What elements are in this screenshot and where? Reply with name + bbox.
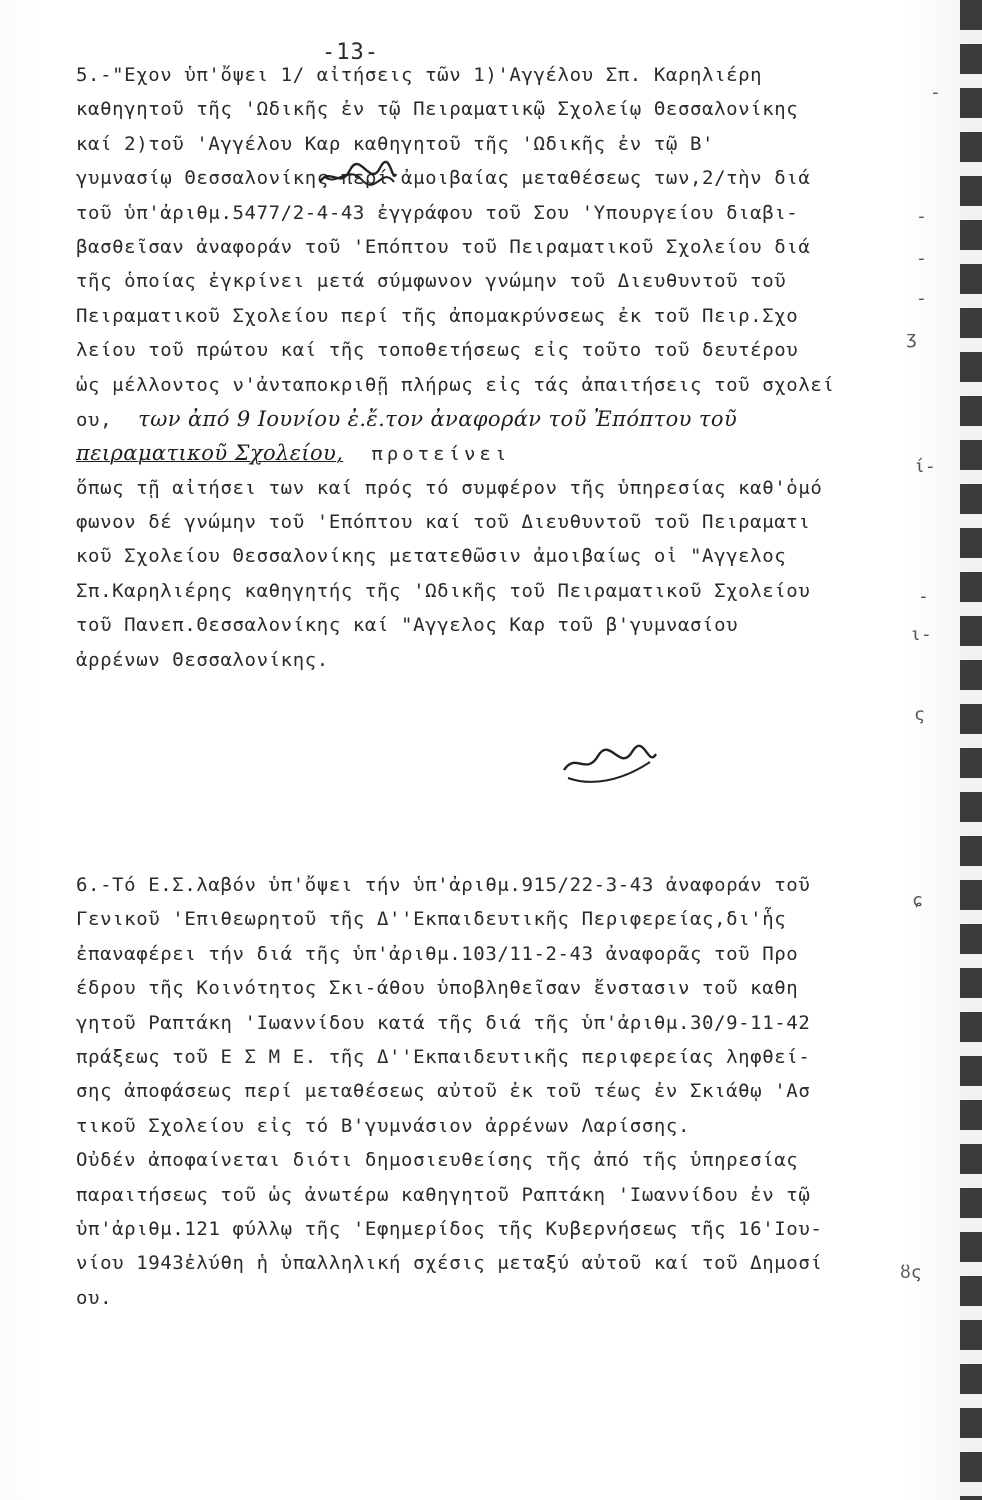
margin-mark: ɕ xyxy=(912,890,923,911)
text-fragment: ου, xyxy=(76,408,113,431)
binding-strip xyxy=(960,0,982,1500)
text-line: Γενικοῦ 'Επιθεωρητοῦ τῆς Δ''Εκπαιδευτικῆς Περιφερείας,δι'ἧς xyxy=(76,908,787,931)
text-line: ἐπαναφέρει τήν διά τῆς ὑπ'ἀριθμ.103/11-2-43 ἀναφορᾶς τοῦ Προ xyxy=(76,942,799,965)
text-line: ου. xyxy=(76,1286,113,1309)
margin-mark: ȣς xyxy=(900,1262,922,1283)
text-line: σης ἀποφάσεως περί μεταθέσεως αὐτοῦ ἐκ τοῦ τέως ἐν Σκιάθῳ 'Ασ xyxy=(76,1080,811,1103)
text-line-with-handwriting xyxy=(76,402,891,436)
text-line: τικοῦ Σχολείου εἰς τό Β'γυμνάσιον ἀρρένων Λαρίσσης. xyxy=(76,1114,690,1137)
text-line: ὅπως τῇ αἰτήσει των καί πρός τό συμφέρον τῆς ὑπηρεσίας καθ'ὁμό xyxy=(76,476,823,499)
text-line: Σπ.Καρηλιέρης καθηγητής τῆς 'Ωδικῆς τοῦ Πειραματικοῦ Σχολείου xyxy=(76,579,811,602)
margin-mark: - xyxy=(916,288,927,309)
page-number: -13- xyxy=(322,40,379,65)
text-line: Οὐδέν ἀποφαίνεται διότι δημοσιευθείσης τῆς ἀπό τῆς ὑπηρεσίας xyxy=(76,1149,799,1172)
proposes-word: προτείνει xyxy=(371,443,511,466)
text-line: καί 2)τοῦ 'Αγγέλου Καρ καθηγητοῦ τῆς 'Ωδικῆς ἐν τῷ Β' xyxy=(76,132,715,155)
margin-mark: ί- xyxy=(914,456,936,477)
margin-mark: - xyxy=(930,82,941,103)
section-5 xyxy=(76,58,891,677)
text-line: Πειραματικοῦ Σχολείου περί τῆς ἀπομακρύνσεως ἐκ τοῦ Πειρ.Σχο xyxy=(76,304,799,327)
text-line: τῆς ὁποίας ἐγκρίνει μετά σύμφωνον γνώμην τοῦ Διευθυντοῦ τοῦ xyxy=(76,270,787,293)
text-line: ἀρρένων Θεσσαλονίκης. xyxy=(76,648,329,671)
text-line: τοῦ Πανεπ.Θεσσαλονίκης καί "Αγγελος Καρ τοῦ β'γυμνασίου xyxy=(76,614,739,637)
margin-mark: ς xyxy=(914,704,925,725)
text-line: κοῦ Σχολείου Θεσσαλονίκης μετατεθῶσιν ἀμοιβαίως οἱ "Αγγελος xyxy=(76,545,787,568)
text-line: γυμνασίῳ Θεσσαλονίκης περί ἀμοιβαίας μεταθέσεως των,2/τὴν διά xyxy=(76,167,811,190)
text-line: 5.-"Εχον ὑπ'ὄψει 1/ αἰτήσεις τῶν 1)'Αγγέλου Σπ. Καρηλιέρη xyxy=(76,64,763,86)
text-line: τοῦ ὑπ'ἀριθμ.5477/2-4-43 ἐγγράφου τοῦ Σου 'Υπουργείου διαβι- xyxy=(76,201,799,224)
handwritten-insertion: των ἀπό 9 Ιουνίου ἐ.ἔ.τον ἀναφοράν τοῦ Ἐπόπτου τοῦ xyxy=(138,406,738,431)
text-line: γητοῦ Ραπτάκη 'Ιωαννίδου κατά τῆς διά τῆς ὑπ'ἀριθμ.30/9-11-42 xyxy=(76,1011,811,1034)
text-line: νίου 1943ἐλύθη ἡ ὑπαλληλική σχέσις μεταξύ αὐτοῦ καί τοῦ Δημοσί xyxy=(76,1252,823,1275)
text-line: λείου τοῦ πρώτου καί τῆς τοποθετήσεως εἰς τοῦτο τοῦ δευτέρου xyxy=(76,339,799,362)
text-line: ὡς μέλλοντος ν'ἀνταποκριθῇ πλήρως εἰς τάς ἀπαιτήσεις τοῦ σχολεί xyxy=(76,373,835,396)
text-line: 6.-Τό Ε.Σ.λαβόν ὑπ'ὄψει τήν ὑπ'ἀριθμ.915/22-3-43 ἀναφοράν τοῦ xyxy=(76,874,811,896)
text-line: ὑπ'ἀριθμ.121 φύλλῳ τῆς 'Εφημερίδος τῆς Κυβερνήσεως τῆς 16'Ιου- xyxy=(76,1217,823,1240)
section-6 xyxy=(76,868,891,1315)
margin-mark: ι- xyxy=(910,624,932,645)
margin-mark: - xyxy=(918,586,929,607)
text-line-with-handwriting xyxy=(76,436,891,470)
margin-mark: - xyxy=(916,206,927,227)
text-line: φωνον δέ γνώμην τοῦ 'Επόπτου καί τοῦ Διευθυντοῦ τοῦ Πειραματι xyxy=(76,511,811,534)
text-line: βασθεῖσαν ἀναφοράν τοῦ 'Επόπτου τοῦ Πειραματικοῦ Σχολείου διά xyxy=(76,235,811,258)
margin-mark: ʒ xyxy=(906,328,917,349)
handwritten-insertion: πειραματικοῦ Σχολείου, xyxy=(76,441,344,466)
margin-mark: - xyxy=(916,248,927,269)
text-line: έδρου τῆς Κοινότητος Σκι-άθου ὑποβληθεῖσαν ἔνστασιν τοῦ καθη xyxy=(76,977,799,1000)
text-line: πράξεως τοῦ Ε Σ Μ Ε. τῆς Δ''Εκπαιδευτικῆς περιφερείας ληφθεί- xyxy=(76,1045,811,1068)
scribble-mark xyxy=(560,742,658,788)
text-line: καθηγητοῦ τῆς 'Ωδικῆς ἐν τῷ Πειραματικῷ Σχολείῳ Θεσσαλονίκης xyxy=(76,98,799,121)
text-line: παραιτήσεως τοῦ ὡς ἀνωτέρω καθηγητοῦ Ραπτάκη 'Ιωαννίδου ἐν τῷ xyxy=(76,1183,811,1206)
